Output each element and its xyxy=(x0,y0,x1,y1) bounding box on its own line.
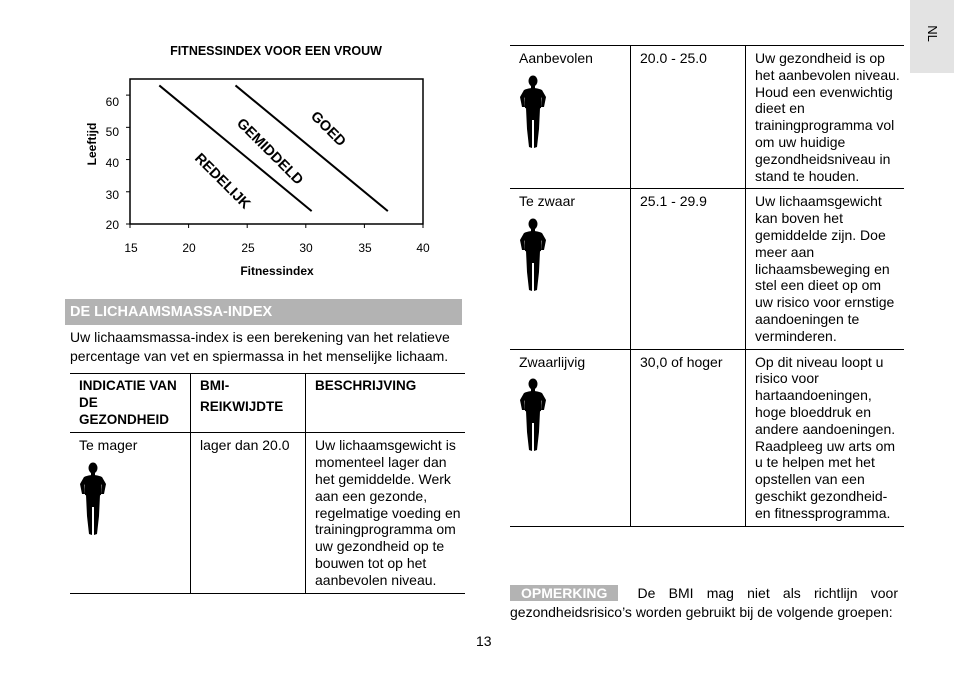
table-header-row xyxy=(70,374,465,433)
row-indication-cell xyxy=(70,433,191,593)
x-tick-label: 25 xyxy=(241,241,255,255)
table-row xyxy=(510,349,904,526)
row-indication: Zwaarlijvig xyxy=(519,353,586,370)
language-tab xyxy=(910,0,954,73)
x-tick-label: 15 xyxy=(124,241,138,255)
row-description: Op dit niveau loopt u risico voor hartaandoeningen, hoge bloeddruk en andere aandoeningen. Raadpleeg uw arts om u te helpen met het opstellen van een geschikt gezondheid- en fitnessprogramma. xyxy=(746,349,905,526)
header-range-word: REIKWIJDTE xyxy=(200,398,284,414)
body-figure-icon xyxy=(519,378,547,454)
row-indication-cell xyxy=(510,349,631,526)
body-figure-icon xyxy=(79,462,107,538)
zone-label-redelijk: REDELIJK xyxy=(191,150,254,213)
note-paragraph xyxy=(510,584,898,622)
x-tick-label: 20 xyxy=(182,241,196,255)
fitness-chart xyxy=(60,60,460,285)
row-indication-cell xyxy=(510,189,631,349)
bmi-table-right xyxy=(510,45,904,527)
row-description: Uw lichaamsgewicht kan boven het gemiddelde zijn. Doe meer aan lichaamsbeweging en stel een dieet op om uw risico voor ernstige aandoeningen te verminderen. xyxy=(746,189,905,349)
y-tick-labels xyxy=(106,95,120,232)
table-row xyxy=(510,189,904,349)
header-indication: INDICATIE VAN DE GEZONDHEID xyxy=(79,378,177,427)
bmi-table-left xyxy=(70,373,465,594)
row-range: 25.1 - 29.9 xyxy=(631,189,746,349)
row-indication: Te mager xyxy=(79,437,138,454)
intro-paragraph: Uw lichaamsmassa-index is een berekening van het relatieve percentage van vet en spiermassa in het menselijke lichaam. xyxy=(70,329,450,364)
zone-label-gemiddeld: GEMIDDELD xyxy=(233,115,307,189)
y-tick-label: 60 xyxy=(105,95,119,109)
body-figure-icon xyxy=(519,218,547,294)
row-indication: Aanbevolen xyxy=(519,50,593,66)
row-range: lager dan 20.0 xyxy=(191,433,306,593)
table-row xyxy=(510,46,904,189)
note-text: De BMI mag niet als richtlijn voor gezondheidsrisico’s worden gebruikt bij de volgende groepen: xyxy=(510,585,898,620)
x-axis-label: Fitnessindex xyxy=(240,264,314,278)
row-indication: Te zwaar xyxy=(519,193,576,210)
row-description: Uw lichaamsgewicht is momenteel lager dan het gemiddelde. Werk aan een gezonde, regelmatige voeding en trainingprogramma om uw gezondheid op te bouwen tot op het aanbevolen niveau. xyxy=(306,433,466,593)
header-description: BESCHRIJVING xyxy=(306,374,466,433)
y-tick-label: 20 xyxy=(105,218,119,232)
y-tick-label: 50 xyxy=(105,125,119,139)
table-row xyxy=(70,433,465,593)
zone-label-goed: GOED xyxy=(307,108,349,151)
section-heading: DE LICHAAMSMASSA-INDEX xyxy=(65,299,462,325)
chart-title: FITNESSINDEX VOOR EEN VROUW xyxy=(170,44,382,58)
row-description: Uw gezondheid is op het aanbevolen niveau. Houd een evenwichtig dieet en trainingprogramma vol om uw huidige gezondheidsniveau in stand te houden. xyxy=(746,46,905,189)
page-number: 13 xyxy=(476,633,492,649)
x-tick-labels xyxy=(124,241,430,255)
y-tick-label: 40 xyxy=(105,156,119,170)
y-tick-label: 30 xyxy=(105,188,119,202)
note-label: OPMERKING xyxy=(510,585,618,601)
row-range: 20.0 - 25.0 xyxy=(631,46,746,189)
body-figure-icon xyxy=(519,75,547,151)
x-tick-label: 35 xyxy=(358,241,372,255)
y-axis-label: Leeftijd xyxy=(85,122,99,166)
x-tick-label: 30 xyxy=(299,241,313,255)
row-indication-cell xyxy=(510,46,631,189)
x-tick-label: 40 xyxy=(416,241,430,255)
language-tab-label: NL xyxy=(924,25,940,42)
row-range: 30,0 of hoger xyxy=(631,349,746,526)
header-bmi-range: BMI- REIKWIJDTE xyxy=(191,374,306,433)
